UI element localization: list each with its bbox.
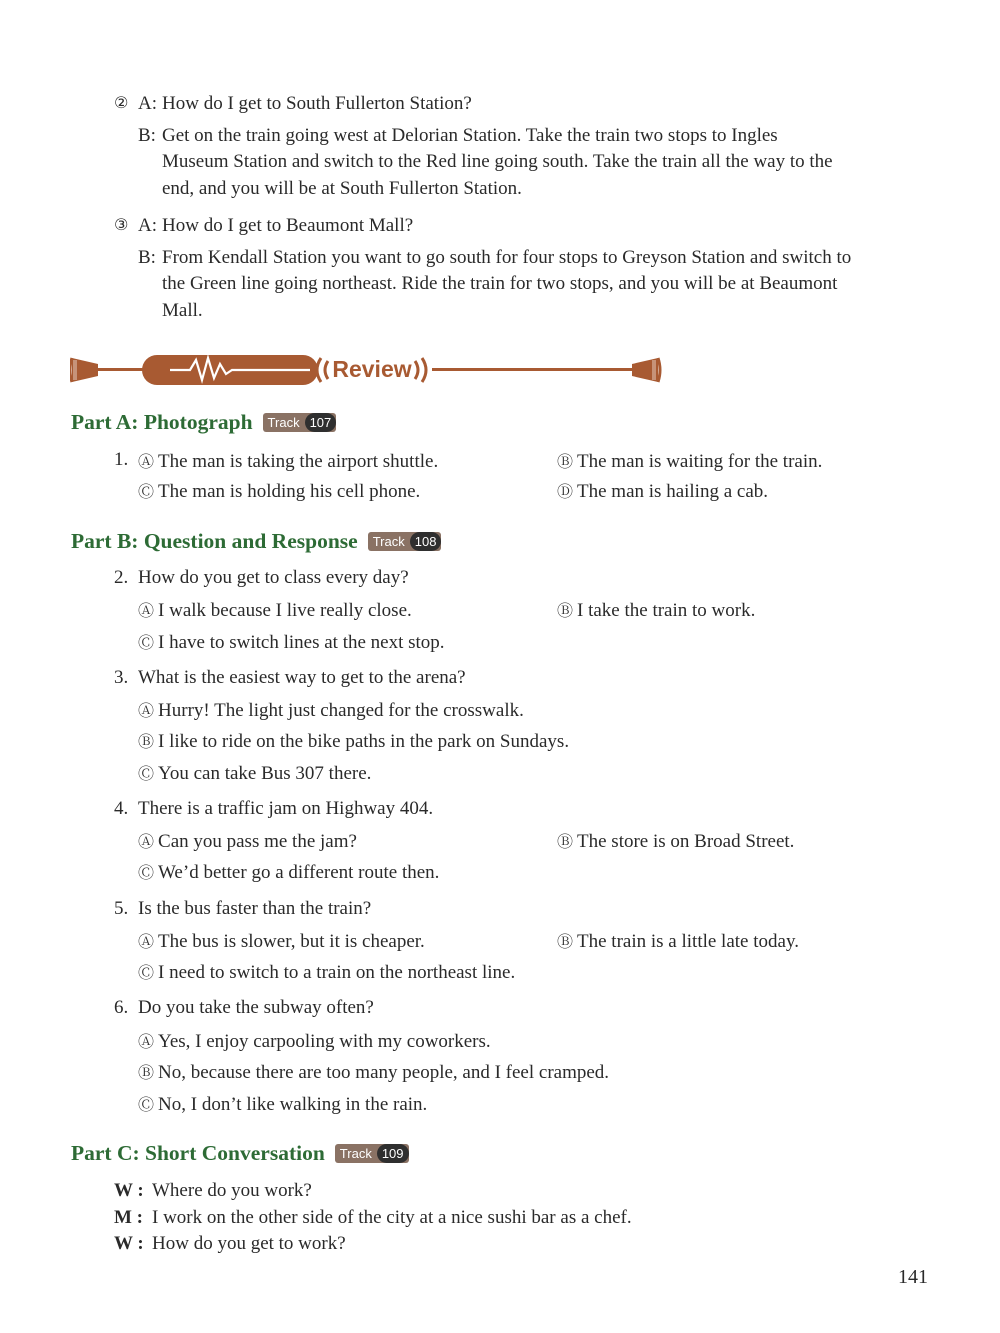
choice-b[interactable] [138, 729, 569, 753]
choice-text: The man is hailing a cab. [577, 481, 769, 502]
track-label: Track [372, 533, 405, 549]
choice-c[interactable] [138, 1092, 427, 1116]
choice-mark: Ⓒ [138, 863, 155, 882]
question-text: Do you take the subway often? [138, 997, 374, 1018]
choice-d[interactable] [557, 479, 768, 503]
choice-mark: Ⓑ [557, 452, 574, 471]
speaker-label: M : [114, 1207, 144, 1228]
part-a-title: Part A: Photograph [71, 410, 253, 434]
choice-a[interactable] [138, 1029, 491, 1053]
choice-text: I need to switch to a train on the northeast line. [158, 962, 516, 983]
choice-c[interactable] [138, 479, 420, 503]
track-badge[interactable] [263, 413, 337, 432]
choice-text: The man is waiting for the train. [577, 451, 823, 472]
speaker-a-label: A: [138, 93, 157, 114]
part-b-title: Part B: Question and Response [71, 529, 358, 553]
choice-mark: Ⓐ [138, 832, 155, 851]
track-badge[interactable] [368, 532, 442, 551]
choice-text: I take the train to work. [577, 600, 756, 621]
speaker-b-label: B: [138, 125, 156, 146]
choice-text: No, I don’t like walking in the rain. [158, 1094, 428, 1115]
speaker-b-line: Mall. [162, 300, 203, 321]
review-banner [70, 350, 665, 390]
choice-c[interactable] [138, 860, 439, 884]
question-number: 6. [114, 997, 129, 1018]
choice-mark: Ⓑ [557, 601, 574, 620]
choice-mark: Ⓑ [557, 832, 574, 851]
choice-text: You can take Bus 307 there. [158, 763, 372, 784]
choice-a[interactable] [138, 698, 524, 722]
track-number: 109 [377, 1144, 409, 1163]
speaker-b-label: B: [138, 247, 156, 268]
choice-b[interactable] [557, 829, 794, 853]
part-c-title: Part C: Short Conversation [71, 1141, 325, 1165]
question-number: 5. [114, 898, 129, 919]
track-label: Track [267, 414, 300, 430]
choice-text: We’d better go a different route then. [158, 862, 440, 883]
dialogue-line: I work on the other side of the city at a nice sushi bar as a chef. [152, 1207, 632, 1228]
choice-a[interactable] [138, 449, 438, 473]
track-label: Track [339, 1145, 372, 1161]
choice-mark: Ⓐ [138, 1032, 155, 1051]
question-number: 1. [114, 449, 129, 470]
choice-a[interactable] [138, 929, 425, 953]
speaker-a-text: How do I get to South Fullerton Station? [162, 93, 472, 114]
speaker-label: W : [114, 1180, 144, 1201]
page-number: 141 [898, 1266, 928, 1288]
choice-text: The train is a little late today. [577, 931, 799, 952]
choice-text: No, because there are too many people, and I feel cramped. [158, 1062, 610, 1083]
choice-b[interactable] [138, 1060, 609, 1084]
dialogue-line: Where do you work? [152, 1180, 312, 1201]
choice-mark: Ⓒ [138, 1095, 155, 1114]
question-number: 4. [114, 798, 129, 819]
choice-c[interactable] [138, 761, 371, 785]
question-text: What is the easiest way to get to the arena? [138, 667, 466, 688]
review-label: Review [332, 356, 412, 382]
choice-mark: Ⓒ [138, 633, 155, 652]
speaker-b-line: Museum Station and switch to the Red line going south. Take the train all the way to the [162, 151, 833, 172]
item-number: ③ [114, 215, 129, 234]
item-number: ② [114, 93, 129, 112]
choice-c[interactable] [138, 960, 515, 984]
choice-text: I walk because I live really close. [158, 600, 412, 621]
question-text: How do you get to class every day? [138, 567, 409, 588]
choice-text: Hurry! The light just changed for the crosswalk. [158, 700, 524, 721]
choice-c[interactable] [138, 630, 445, 654]
question-text: Is the bus faster than the train? [138, 898, 372, 919]
choice-mark: Ⓑ [557, 932, 574, 951]
part-a-heading [71, 410, 336, 435]
choice-mark: Ⓐ [138, 452, 155, 471]
speaker-b-line: From Kendall Station you want to go south for four stops to Greyson Station and switch to [162, 247, 852, 268]
choice-b[interactable] [557, 449, 822, 473]
track-badge[interactable] [335, 1144, 409, 1163]
speaker-b-line: the Green line going northeast. Ride the train for two stops, and you will be at Beaumont [162, 273, 838, 294]
part-b-heading [71, 529, 441, 554]
choice-b[interactable] [557, 929, 799, 953]
speaker-b-line: end, and you will be at South Fullerton Station. [162, 178, 522, 199]
choice-mark: Ⓑ [138, 732, 155, 751]
speaker-label: W : [114, 1233, 144, 1254]
choice-mark: Ⓒ [138, 482, 155, 501]
choice-mark: Ⓒ [138, 963, 155, 982]
speaker-a-text: How do I get to Beaumont Mall? [162, 215, 414, 236]
question-number: 3. [114, 667, 129, 688]
track-number: 108 [410, 532, 442, 551]
speaker-a-label: A: [138, 215, 157, 236]
choice-text: The man is holding his cell phone. [158, 481, 421, 502]
choice-mark: Ⓑ [138, 1063, 155, 1082]
choice-mark: Ⓓ [557, 482, 574, 501]
choice-mark: Ⓐ [138, 701, 155, 720]
dialogue-line: How do you get to work? [152, 1233, 346, 1254]
track-number: 107 [305, 413, 337, 432]
choice-text: Can you pass me the jam? [158, 831, 357, 852]
choice-mark: Ⓐ [138, 932, 155, 951]
choice-text: The store is on Broad Street. [577, 831, 795, 852]
choice-a[interactable] [138, 829, 357, 853]
choice-text: The man is taking the airport shuttle. [158, 451, 439, 472]
part-c-heading [71, 1141, 409, 1166]
speaker-b-line: Get on the train going west at Delorian Station. Take the train two stops to Ingles [162, 125, 778, 146]
choice-text: I like to ride on the bike paths in the park on Sundays. [158, 731, 570, 752]
choice-mark: Ⓒ [138, 764, 155, 783]
choice-b[interactable] [557, 598, 755, 622]
choice-text: Yes, I enjoy carpooling with my coworkers. [158, 1031, 491, 1052]
question-number: 2. [114, 567, 129, 588]
choice-text: The bus is slower, but it is cheaper. [158, 931, 425, 952]
choice-mark: Ⓐ [138, 601, 155, 620]
question-text: There is a traffic jam on Highway 404. [138, 798, 434, 819]
choice-a[interactable] [138, 598, 412, 622]
choice-text: I have to switch lines at the next stop. [158, 632, 445, 653]
